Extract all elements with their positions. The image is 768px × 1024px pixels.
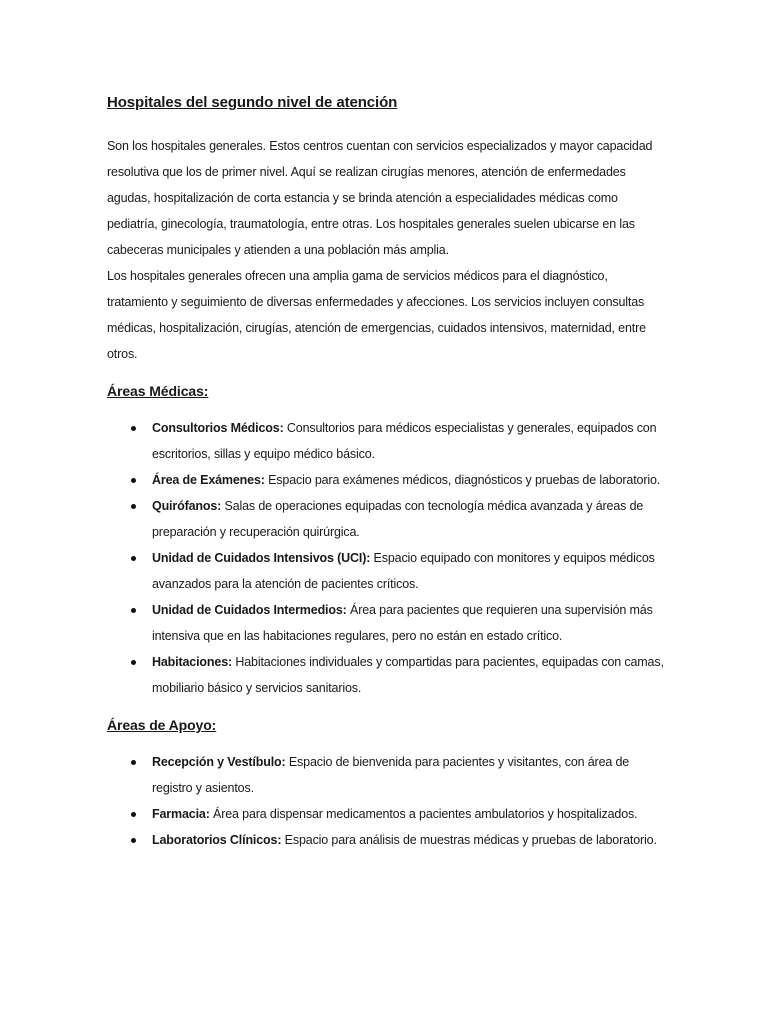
item-term: Unidad de Cuidados Intermedios: <box>152 603 347 617</box>
support-areas-list <box>107 749 668 853</box>
list-item-laboratorios <box>107 827 668 853</box>
item-description: Espacio para análisis de muestras médicas y pruebas de laboratorio. <box>281 833 657 847</box>
item-description: Salas de operaciones equipadas con tecnología médica avanzada y áreas de preparación y recuperación quirúrgica. <box>152 499 644 539</box>
document-title: Hospitales del segundo nivel de atención <box>107 94 398 111</box>
item-description: Espacio de bienvenida para pacientes y visitantes, con área de registro y asientos. <box>152 755 630 795</box>
item-description: Espacio para exámenes médicos, diagnósticos y pruebas de laboratorio. <box>264 473 661 487</box>
services-paragraph: Los hospitales generales ofrecen una amplia gama de servicios médicos para el diagnóstico, tratamiento y seguimiento de diversas enfermedades y afecciones. Los servicios incluyen consultas médicas, hospitalización, cirugías, atención de emergencias, cuidados intensivos, maternidad, entre otros. <box>107 269 646 361</box>
list-item-quirofanos <box>107 493 668 545</box>
bullet-icon <box>131 608 136 613</box>
item-term: Unidad de Cuidados Intensivos (UCI): <box>152 551 371 565</box>
support-areas-heading: Áreas de Apoyo: <box>107 717 217 733</box>
list-item-habitaciones <box>107 649 668 701</box>
bullet-icon <box>131 838 136 843</box>
list-item-recepcion <box>107 749 668 801</box>
bullet-icon <box>131 760 136 765</box>
item-term: Quirófanos: <box>152 499 222 513</box>
list-item-uci <box>107 545 668 597</box>
item-term: Farmacia: <box>152 807 210 821</box>
item-term: Laboratorios Clínicos: <box>152 833 282 847</box>
medical-areas-list <box>107 415 668 701</box>
item-term: Consultorios Médicos: <box>152 421 284 435</box>
item-term: Recepción y Vestíbulo: <box>152 755 286 769</box>
list-item-consultorios <box>107 415 668 467</box>
bullet-icon <box>131 478 136 483</box>
item-description: Área para dispensar medicamentos a pacientes ambulatorios y hospitalizados. <box>209 807 638 821</box>
intro-paragraph: Son los hospitales generales. Estos centros cuentan con servicios especializados y mayor capacidad resolutiva que los de primer nivel. Aquí se realizan cirugías menores, atención de enfermedades agudas, hospitalización de corta estancia y se brinda atención a especialidades médicas como pediatría, ginecología, traumatología, entre otras. Los hospitales generales suelen ubicarse en las cabeceras municipales y atienden a una población más amplia. <box>107 139 653 257</box>
bullet-icon <box>131 426 136 431</box>
item-description: Consultorios para médicos especialistas y generales, equipados con escritorios, sillas y equipo médico básico. <box>152 421 657 461</box>
list-item-farmacia <box>107 801 668 827</box>
item-description: Espacio equipado con monitores y equipos médicos avanzados para la atención de pacientes críticos. <box>152 551 655 591</box>
list-item-cuidados-intermedios <box>107 597 668 649</box>
medical-areas-heading: Áreas Médicas: <box>107 383 209 399</box>
item-term: Habitaciones: <box>152 655 233 669</box>
item-description: Habitaciones individuales y compartidas para pacientes, equipadas con camas, mobiliario básico y servicios sanitarios. <box>152 655 664 695</box>
bullet-icon <box>131 504 136 509</box>
item-description: Área para pacientes que requieren una supervisión más intensiva que en las habitaciones regulares, pero no están en estado crítico. <box>152 603 653 643</box>
bullet-icon <box>131 660 136 665</box>
item-term: Área de Exámenes: <box>152 473 265 487</box>
bullet-icon <box>131 812 136 817</box>
bullet-icon <box>131 556 136 561</box>
list-item-examenes <box>107 467 668 493</box>
